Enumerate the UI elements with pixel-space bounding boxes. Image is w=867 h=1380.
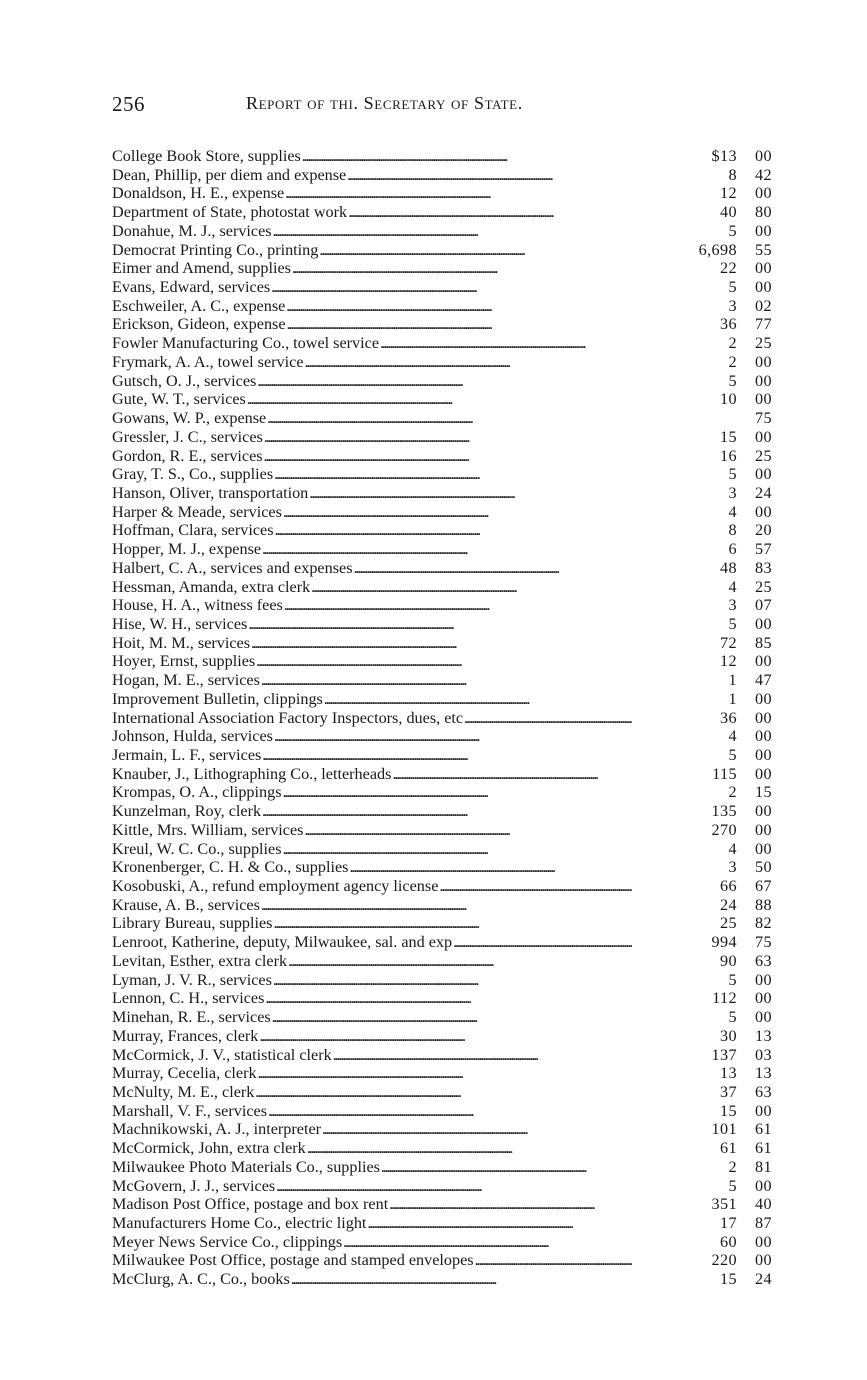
amount-cents: 42 [755,165,772,184]
ledger-row [112,372,772,391]
amount-dollars: 220 [711,1251,737,1270]
amount-dollars: 3 [728,596,737,615]
amount-cents: 13 [755,1064,772,1083]
ledger-row [112,241,772,260]
amount-dollars: 12 [720,184,737,203]
amount-cents: 55 [755,240,772,259]
payee-description: Democrat Printing Co., printing . . . [112,241,632,260]
payee-description: Halbert, C. A., services and expenses . . . [112,559,632,578]
amount-cents: 00 [755,764,772,783]
ledger-row [112,409,772,428]
amount-cents: 02 [755,296,772,315]
payee-description: Dean, Phillip, per diem and expense . . . [112,166,632,185]
amount-dollars: 115 [712,764,737,783]
amount-cents: 00 [755,970,772,989]
amount-cents: 00 [755,259,772,278]
payee-description: International Association Factory Inspectors, dues, etc . . . [112,709,632,728]
amount-dollars: 90 [720,951,737,970]
ledger-row [112,1214,772,1233]
payee-description: Hessman, Amanda, extra clerk . . . [112,578,632,597]
amount-dollars: 36 [720,315,737,334]
ledger-row [112,914,772,933]
payee-description: Gutsch, O. J., services . . . [112,372,632,391]
amount-cents: 75 [755,409,772,428]
payee-description: Hogan, M. E., services . . . [112,671,632,690]
ledger-row [112,521,772,540]
amount-dollars: 8 [728,165,737,184]
ledger-row [112,390,772,409]
ledger-row [112,184,772,203]
ledger-row [112,709,772,728]
payee-description: Hopper, M. J., expense . . . [112,540,632,559]
amount-dollars: 36 [720,708,737,727]
ledger-row [112,353,772,372]
ledger-row [112,166,772,185]
ledger-row [112,989,772,1008]
ledger-row [112,222,772,241]
amount-cents: 00 [755,746,772,764]
amount-dollars: 137 [711,1045,737,1064]
amount-cents: 00 [755,1101,772,1120]
amount-cents: 00 [755,1232,772,1251]
amount-dollars: 270 [711,820,737,839]
amount-dollars: 13 [720,1064,737,1083]
payee-description: Hoyer, Ernst, supplies . . . [112,652,632,671]
payee-description: House, H. A., witness fees . . . [112,596,632,615]
payee-description: McClurg, A. C., Co., books . . . [112,1270,632,1289]
amount-dollars: 5 [728,465,737,484]
payee-description: Kreul, W. C. Co., supplies . . . [112,840,632,859]
amount-cents: 00 [755,652,772,671]
amount-dollars: 2 [728,1157,737,1176]
amount-cents: 61 [755,1120,772,1139]
amount-dollars: 4 [728,727,737,746]
payee-description: Department of State, photostat work . . . [112,203,632,222]
amount-cents: 77 [755,315,772,334]
ledger-row [112,652,772,671]
ledger-row [112,1270,772,1289]
ledger-row [112,896,772,915]
ledger-row [112,840,772,859]
ledger-row [112,634,772,653]
amount-cents: 57 [755,540,772,559]
amount-dollars: 5 [728,746,737,764]
amount-dollars: 112 [712,989,737,1008]
amount-dollars: 2 [728,352,737,371]
amount-dollars: 5 [728,371,737,390]
ledger-row [112,334,772,353]
amount-cents: 00 [755,1008,772,1027]
payee-description: Milwaukee Photo Materials Co., supplies . . . [112,1158,632,1177]
ledger-row [112,1046,772,1065]
payee-description: Kosobuski, A., refund employment agency license . . . [112,877,632,896]
amount-cents: 00 [755,427,772,446]
payee-description: Jermain, L. F., services . . . [112,746,632,765]
payee-description: Levitan, Esther, extra clerk . . . [112,952,632,971]
amount-dollars: 16 [720,446,737,465]
ledger-row [112,933,772,952]
payee-description: Lennon, C. H., services . . . [112,989,632,1008]
amount-cents: 50 [755,858,772,877]
amount-cents: 25 [755,334,772,353]
amount-cents: 20 [755,521,772,540]
amount-cents: 00 [755,708,772,727]
amount-dollars: 5 [728,221,737,240]
amount-cents: 24 [755,1270,772,1289]
amount-cents: 75 [755,933,772,952]
payee-description: Hoit, M. M., services . . . [112,634,632,653]
amount-cents: 25 [755,446,772,465]
payee-description: Knauber, J., Lithographing Co., letterheads . . . [112,765,632,784]
amount-cents: 00 [755,727,772,746]
amount-dollars: 5 [728,614,737,633]
ledger-row [112,877,772,896]
ledger-row [112,540,772,559]
amount-cents: 80 [755,203,772,222]
ledger-row [112,690,772,709]
ledger-row [112,615,772,634]
ledger-row [112,802,772,821]
ledger-row [112,503,772,522]
payee-description: Gowans, W. P., expense . . . [112,409,632,428]
amount-dollars: 15 [720,1101,737,1120]
payee-description: Gordon, R. E., services . . . [112,447,632,466]
amount-cents: 00 [755,352,772,371]
amount-dollars: 66 [720,877,737,896]
amount-dollars: 22 [720,259,737,278]
amount-cents: 00 [755,1176,772,1195]
amount-cents: 00 [755,614,772,633]
payee-description: McCormick, John, extra clerk . . . [112,1139,632,1158]
amount-cents: 00 [755,278,772,297]
amount-dollars: 40 [720,203,737,222]
ledger-row [112,596,772,615]
ledger-row [112,1195,772,1214]
amount-cents: 00 [755,802,772,821]
amount-dollars: 6,698 [698,240,737,259]
payee-description: Gray, T. S., Co., supplies . . . [112,465,632,484]
payee-description: Kunzelman, Roy, clerk . . . [112,802,632,821]
amount-dollars: 72 [720,633,737,652]
ledger-row [112,278,772,297]
amount-cents: 00 [755,147,772,165]
expense-ledger [112,147,772,1289]
amount-cents: 00 [755,820,772,839]
ledger-row [112,671,772,690]
amount-dollars: 48 [720,558,737,577]
amount-cents: 00 [755,390,772,409]
payee-description: Gressler, J. C., services . . . [112,428,632,447]
payee-description: Minehan, R. E., services . . . [112,1008,632,1027]
payee-description: Gute, W. T., services . . . [112,390,632,409]
ledger-row [112,1083,772,1102]
ledger-row [112,765,772,784]
ledger-row [112,578,772,597]
payee-description: Library Bureau, supplies . . . [112,914,632,933]
amount-cents: 47 [755,671,772,690]
ledger-row [112,1120,772,1139]
payee-description: Marshall, V. F., services . . . [112,1102,632,1121]
amount-cents: 00 [755,839,772,858]
payee-description: Hanson, Oliver, transportation . . . [112,484,632,503]
ledger-row [112,1139,772,1158]
amount-cents: 24 [755,483,772,502]
amount-dollars: 3 [728,483,737,502]
payee-description: Frymark, A. A., towel service . . . [112,353,632,372]
amount-dollars: 5 [728,1176,737,1195]
amount-dollars: 8 [728,521,737,540]
ledger-row [112,1158,772,1177]
page-number: 256 [112,92,145,116]
ledger-row [112,1177,772,1196]
amount-cents: 00 [755,221,772,240]
amount-dollars: 135 [711,802,737,821]
amount-dollars: 12 [720,652,737,671]
amount-cents: 67 [755,877,772,896]
ledger-row [112,1064,772,1083]
amount-dollars: 4 [728,577,737,596]
payee-description: Milwaukee Post Office, postage and stamped envelopes . . . [112,1251,632,1270]
payee-description: Krause, A. B., services . . . [112,896,632,915]
ledger-row [112,1233,772,1252]
amount-dollars: 1 [728,689,737,708]
amount-cents: 00 [755,689,772,708]
ledger-row [112,1102,772,1121]
ledger-row [112,447,772,466]
amount-cents: 00 [755,989,772,1008]
amount-dollars: 15 [720,1270,737,1289]
amount-cents: 07 [755,596,772,615]
amount-cents: 88 [755,895,772,914]
payee-description: College Book Store, supplies . . . [112,147,632,166]
payee-description: Lenroot, Katherine, deputy, Milwaukee, sal. and exp . . . [112,933,632,952]
payee-description: Kittle, Mrs. William, services . . . [112,821,632,840]
ledger-row [112,147,772,166]
payee-description: Johnson, Hulda, services . . . [112,727,632,746]
amount-cents: 40 [755,1195,772,1214]
ledger-row [112,1008,772,1027]
amount-cents: 25 [755,577,772,596]
ledger-row [112,484,772,503]
ledger-row [112,428,772,447]
amount-dollars: 4 [728,839,737,858]
payee-description: Lyman, J. V. R., services . . . [112,971,632,990]
amount-dollars: 17 [720,1213,737,1232]
payee-description: McNulty, M. E., clerk . . . [112,1083,632,1102]
amount-cents: 00 [755,502,772,521]
amount-dollars: 351 [711,1195,737,1214]
payee-description: Improvement Bulletin, clippings . . . [112,690,632,709]
amount-dollars: 37 [720,1082,737,1101]
amount-dollars: 6 [728,540,737,559]
payee-description: McGovern, J. J., services . . . [112,1177,632,1196]
ledger-row [112,727,772,746]
amount-dollars: $13 [711,147,737,165]
amount-dollars: 1 [728,671,737,690]
payee-description: McCormick, J. V., statistical clerk . . . [112,1046,632,1065]
ledger-row [112,971,772,990]
ledger-row [112,559,772,578]
ledger-row [112,1027,772,1046]
amount-dollars: 61 [720,1139,737,1158]
payee-description: Eimer and Amend, supplies . . . [112,259,632,278]
ledger-row [112,259,772,278]
amount-dollars: 2 [728,783,737,802]
amount-cents: 13 [755,1026,772,1045]
payee-description: Hoffman, Clara, services . . . [112,521,632,540]
payee-description: Eschweiler, A. C., expense . . . [112,297,632,316]
amount-cents: 82 [755,914,772,933]
payee-description: Donaldson, H. E., expense . . . [112,184,632,203]
amount-dollars: 994 [711,933,737,952]
amount-cents: 81 [755,1157,772,1176]
amount-dollars: 5 [728,278,737,297]
payee-description: Kronenberger, C. H. & Co., supplies . . . [112,858,632,877]
ledger-row [112,952,772,971]
amount-dollars: 25 [720,914,737,933]
amount-dollars: 5 [728,1008,737,1027]
page-header [112,92,632,122]
amount-dollars: 3 [728,296,737,315]
payee-description: Erickson, Gideon, expense . . . [112,315,632,334]
amount-cents: 87 [755,1213,772,1232]
ledger-row [112,297,772,316]
payee-description: Machnikowski, A. J., interpreter . . . [112,1120,632,1139]
amount-dollars: 3 [728,858,737,877]
amount-cents: 03 [755,1045,772,1064]
payee-description: Evans, Edward, services . . . [112,278,632,297]
payee-description: Donahue, M. J., services . . . [112,222,632,241]
amount-dollars: 15 [720,427,737,446]
amount-dollars: 10 [720,390,737,409]
ledger-row [112,1251,772,1270]
running-title: Report of thi. Secretary of State. [246,93,523,113]
payee-description: Madison Post Office, postage and box rent . . . [112,1195,632,1214]
ledger-row [112,315,772,334]
payee-description: Harper & Meade, services . . . [112,503,632,522]
ledger-row [112,465,772,484]
ledger-row [112,783,772,802]
amount-cents: 83 [755,558,772,577]
amount-dollars: 2 [728,334,737,353]
amount-cents: 00 [755,371,772,390]
amount-cents: 63 [755,951,772,970]
payee-description: Fowler Manufacturing Co., towel service . . . [112,334,632,353]
amount-cents: 63 [755,1082,772,1101]
amount-cents: 00 [755,465,772,484]
amount-cents: 61 [755,1139,772,1158]
ledger-row [112,203,772,222]
amount-dollars: 101 [711,1120,737,1139]
payee-description: Murray, Frances, clerk . . . [112,1027,632,1046]
ledger-row [112,858,772,877]
payee-description: Manufacturers Home Co., electric light . . . [112,1214,632,1233]
ledger-row [112,746,772,765]
payee-description: Meyer News Service Co., clippings . . . [112,1233,632,1252]
amount-cents: 15 [755,783,772,802]
amount-cents: 00 [755,1251,772,1270]
amount-dollars: 5 [728,970,737,989]
amount-cents: 00 [755,184,772,203]
amount-dollars: 4 [728,502,737,521]
payee-description: Murray, Cecelia, clerk . . . [112,1064,632,1083]
amount-dollars: 30 [720,1026,737,1045]
amount-dollars: 60 [720,1232,737,1251]
amount-cents: 85 [755,633,772,652]
amount-dollars: 24 [720,895,737,914]
payee-description: Krompas, O. A., clippings . . . [112,783,632,802]
ledger-row [112,821,772,840]
payee-description: Hise, W. H., services . . . [112,615,632,634]
